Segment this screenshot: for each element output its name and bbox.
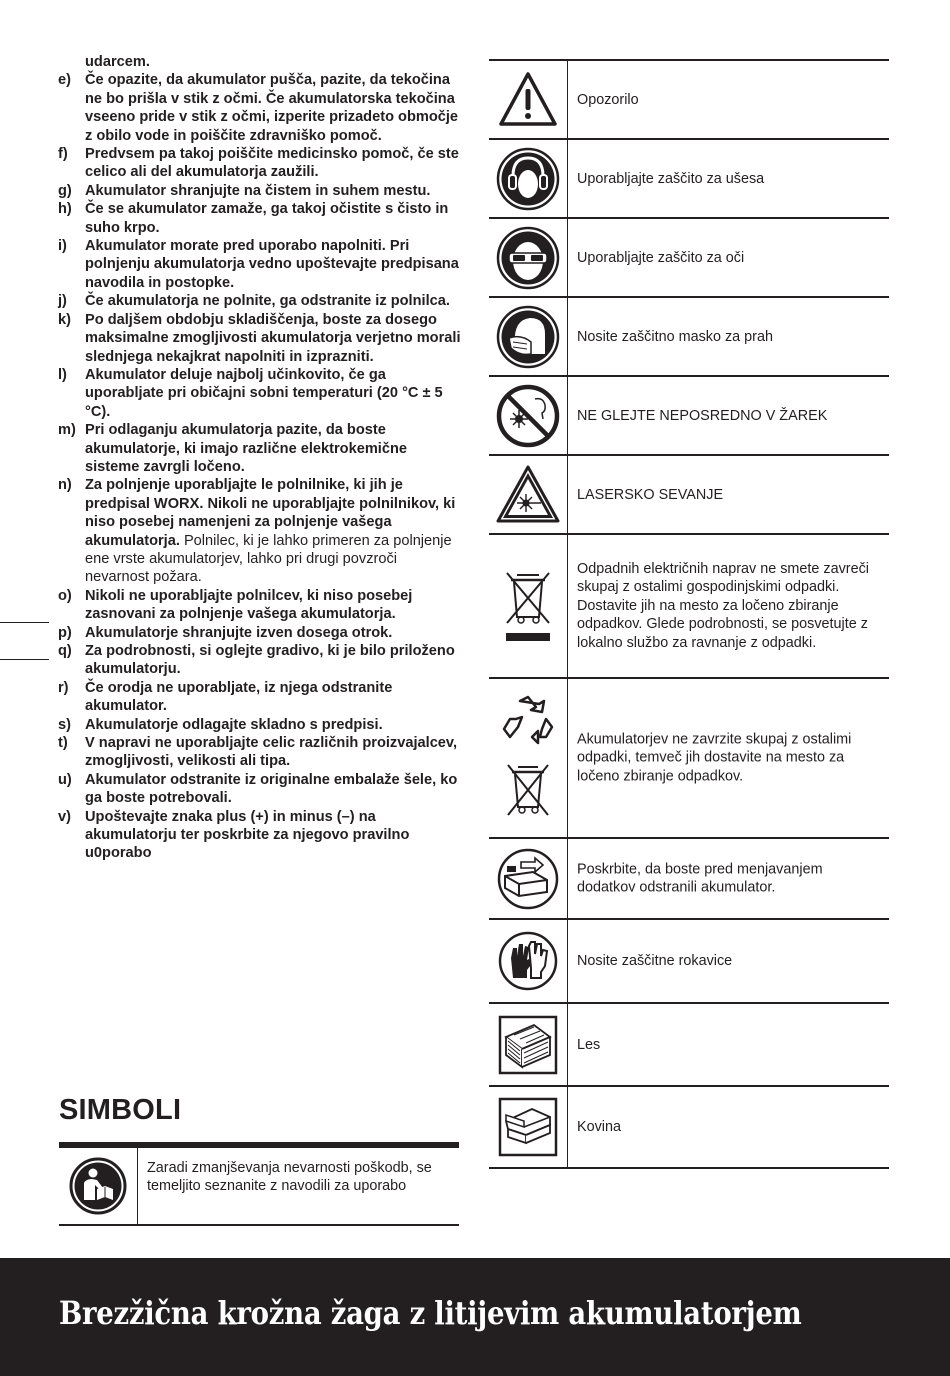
symbol-icon-cell: [489, 377, 568, 454]
list-item-marker: o): [58, 587, 72, 604]
list-item-text: Akumulator shranjujte na čistem in suhem mestu.: [85, 182, 431, 199]
footer-banner: [0, 1258, 950, 1376]
list-item-text: Akumulator deluje najbolj učinkovito, če ga uporabljate pri običajni sobni temperaturi (20 °C ± 5 °C).: [85, 366, 443, 420]
symbol-row-battery-disposal: [489, 679, 889, 839]
list-item: [58, 476, 462, 586]
list-continuation: udarcem.: [85, 54, 150, 70]
list-item-marker: g): [58, 182, 72, 199]
list-item: [58, 200, 462, 237]
list-item-text: Če orodja ne uporabljate, iz njega odstranite akumulator.: [85, 679, 393, 715]
warning-triangle-icon: [497, 69, 559, 131]
symbol-row-wood: [489, 1004, 889, 1087]
list-item: [58, 587, 462, 624]
symbol-text: LASERSKO SEVANJE: [577, 486, 724, 503]
symbol-text: Poskrbite, da boste pred menjavanjem dodatkov odstranili akumulator.: [577, 861, 823, 896]
symbol-icon-cell: [489, 1087, 568, 1167]
laser-radiation-icon: [495, 464, 561, 526]
symbol-text: NE GLEJTE NEPOSREDNO V ŽAREK: [577, 407, 828, 424]
list-item-text: Predvsem pa takoj poiščite medicinsko pomoč, če ste celico ali del akumulatorja zaužili.: [85, 146, 459, 181]
list-item-note: Polnilec, ki je lahko primeren za polnjenje ene vrste akumulatorjev, lahko pri drugi povzroči nevarnost požara.: [85, 532, 452, 586]
footer-title: Brezžična krožna žaga z litijevim akumulatorjem: [59, 1294, 802, 1332]
symbol-text: Nosite zaščitno masko za prah: [577, 328, 773, 345]
dust-mask-icon: [495, 304, 561, 370]
metal-icon: [498, 1097, 558, 1157]
list-item-text: Po daljšem obdobju skladiščenja, boste za dosego maksimalne zmogljivosti akumulatorja verjetno morali slednjega nekajkrat napolniti in izprazniti.: [85, 311, 461, 365]
list-item: [58, 624, 462, 642]
list-item-text: Akumulator odstranite iz originalne embalaže šele, ko ga boste potrebovali.: [85, 771, 458, 807]
symbol-icon-cell: [489, 1004, 568, 1085]
list-item: [58, 71, 462, 145]
safety-instructions-column: [58, 53, 462, 863]
symbol-icon-cell: [489, 298, 568, 375]
symbol-row-gloves: [489, 920, 889, 1004]
list-item: [58, 421, 462, 476]
symbol-icon-cell: [489, 679, 568, 837]
symbol-icon-cell: [489, 140, 568, 217]
list-item-marker: k): [58, 311, 71, 328]
list-item-text: Akumulatorje odlagajte skladno s predpisi.: [85, 716, 383, 733]
list-item: [58, 145, 462, 182]
list-item-text: Za polnjenje uporabljajte le polnilnike, ki jih je predpisal WORX. Nikoli ne uporabljajte polnilnikov, ki niso posebej namenjeni za polnjenje vašega akumulatorja.: [85, 477, 456, 549]
list-item-marker: i): [58, 238, 67, 255]
symbol-icon-cell: [489, 920, 568, 1002]
symbol-row-ear-protection: [489, 140, 889, 219]
eye-protection-icon: [495, 225, 561, 291]
symbol-icon-cell: [489, 839, 568, 918]
list-item: [58, 642, 462, 679]
symbol-text: Odpadnih električnih naprav ne smete zavreči skupaj z ostalimi gospodinjskimi odpadki. Dostavite jih na mesto za ločeno zbiranje odpadkov. Glede podrobnosti, se posvetujte z lokalno službo za ravnanje z odpadki.: [577, 560, 869, 651]
list-item-text: Nikoli ne uporabljajte polnilcev, ki niso posebej zasnovani za polnjenje vašega akumulatorja.: [85, 587, 413, 623]
weee-bin-icon: [501, 569, 555, 643]
symbol-row-dust-mask: [489, 298, 889, 377]
manual-symbol-row: [59, 1148, 459, 1226]
symbol-icon-cell: [489, 219, 568, 296]
symbol-row-laser-radiation: [489, 456, 889, 535]
list-item-text: V napravi ne uporabljajte celic različnih proizvajalcev, zmogljivosti, velikosti ali tipa.: [85, 735, 458, 770]
list-item-text: Upoštevajte znaka plus (+) in minus (–) na akumulatorju ter poskrbite za njegovo pravilno u0porabo: [85, 808, 410, 862]
list-item: [58, 679, 462, 716]
list-item-marker: s): [58, 716, 71, 733]
remove-battery-icon: [495, 846, 561, 912]
list-item: [58, 734, 462, 771]
symbol-icon-cell: [489, 456, 568, 533]
list-item: [58, 311, 462, 366]
list-item-marker: r): [58, 679, 69, 696]
symbol-row-weee: [489, 535, 889, 679]
list-item-text: Akumulatorje shranjujte izven dosega otrok.: [85, 624, 393, 641]
margin-rule-bottom: [0, 659, 49, 660]
symbol-row-eye-protection: [489, 219, 889, 298]
list-item: [58, 771, 462, 808]
list-item-marker: m): [58, 422, 76, 439]
list-item-marker: p): [58, 624, 72, 641]
symbol-text: Les: [577, 1036, 601, 1053]
margin-rule-top: [0, 622, 49, 623]
list-item-marker: v): [58, 808, 71, 825]
list-item-text: Če opazite, da akumulator pušča, pazite, da tekočina ne bo prišla v stik z očmi. Če akumulatorska tekočina vseeno pride v stik z očmi, izperite prizadeto območje z obilo vode in poiščite zdravniško pomoč.: [85, 72, 459, 144]
list-item-text: Za podrobnosti, si oglejte gradivo, ki je bilo priloženo akumulatorju.: [85, 643, 455, 678]
ear-protection-icon: [495, 146, 561, 212]
manual-symbol-text: Zaradi zmanjševanja nevarnosti poškodb, se temeljito seznanite z navodili za uporabo: [147, 1160, 432, 1195]
list-item-marker: u): [58, 771, 72, 788]
list-item: [58, 182, 462, 200]
list-item-text: Če se akumulator zamaže, ga takoj očistite s čisto in suho krpo.: [85, 201, 449, 236]
safety-list: [58, 71, 462, 862]
symbol-text: Opozorilo: [577, 91, 639, 108]
list-item-marker: e): [58, 72, 71, 89]
symbol-text: Kovina: [577, 1118, 622, 1135]
symbol-text: Nosite zaščitne rokavice: [577, 952, 733, 969]
list-item-marker: q): [58, 643, 72, 659]
section-title: SIMBOLI: [59, 1094, 182, 1126]
list-item-marker: j): [58, 293, 67, 310]
symbol-table: [489, 59, 889, 1169]
symbol-row-remove-battery: [489, 839, 889, 920]
crossed-bin-icon: [504, 763, 552, 823]
list-item-text: Če akumulatorja ne polnite, ga odstranite iz polnilca.: [85, 293, 450, 310]
list-item-marker: l): [58, 366, 67, 383]
list-item-marker: f): [58, 146, 68, 163]
symbol-row-no-beam-stare: [489, 377, 889, 456]
no-beam-stare-icon: [495, 383, 561, 449]
symbol-text: Uporabljajte zaščito za ušesa: [577, 170, 765, 187]
wood-icon: [498, 1015, 558, 1075]
symbol-text: Uporabljajte zaščito za oči: [577, 249, 745, 266]
list-item-marker: h): [58, 201, 72, 218]
list-item-text: Pri odlaganju akumulatorja pazite, da boste akumulatorje, ki imajo različne elektrokemične sisteme zavrgli ločeno.: [85, 422, 408, 475]
symbol-text: Akumulatorjev ne zavrzite skupaj z ostalimi odpadki, temveč jih dostavite na mesto za ločeno zbiranje odpadkov.: [577, 731, 852, 785]
manual-icon-cell: [59, 1148, 138, 1224]
list-item: [58, 716, 462, 734]
symbol-icon-cell: [489, 61, 568, 138]
list-item-text: Akumulator morate pred uporabo napolniti. Pri polnjenju akumulatorja vedno upoštevajte predpisana navodila in postopke.: [85, 238, 459, 291]
list-item-marker: t): [58, 735, 68, 752]
list-item: [58, 237, 462, 292]
read-manual-icon: [59, 1148, 137, 1224]
list-item: [58, 808, 462, 863]
recycle-icon: [500, 693, 556, 747]
symbol-row-warning: [489, 61, 889, 140]
list-item: [58, 292, 462, 310]
list-item-marker: n): [58, 477, 72, 494]
symbol-row-metal: [489, 1087, 889, 1169]
list-item: [58, 366, 462, 421]
symbol-icon-cell: [489, 535, 568, 677]
gloves-icon: [497, 930, 559, 992]
